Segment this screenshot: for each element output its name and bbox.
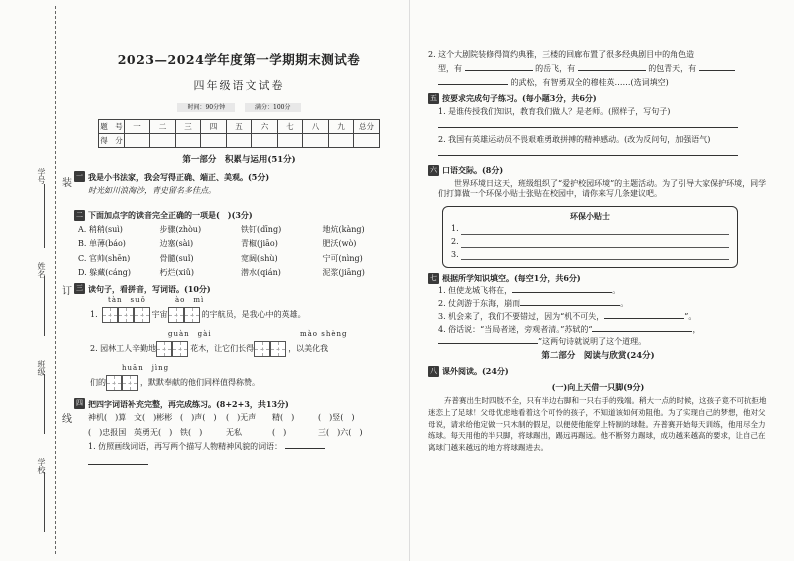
seal-char-ding: 订 — [62, 286, 72, 297]
answer-line[interactable] — [438, 155, 738, 156]
score-cell: 三 — [175, 120, 201, 134]
q3-line-2 — [74, 330, 404, 364]
answer-blank[interactable] — [438, 343, 538, 344]
tips-line-number: 3. — [451, 249, 459, 259]
q5-s1-answer — [428, 121, 768, 132]
score-table — [98, 119, 380, 148]
q7-s1: 1. 但使龙城飞将在， 。 — [438, 286, 621, 296]
tian-grid-box[interactable] — [122, 375, 138, 391]
question-text: 口语交际。(8分) — [442, 164, 504, 175]
option-item: 宁可(nìng) — [322, 253, 363, 263]
option-item: 肥沃(wò) — [322, 239, 357, 249]
part2-title: 第二部分 阅读与欣赏(24分) — [541, 351, 655, 362]
answer-blank[interactable] — [512, 292, 612, 293]
q7-text: 2. 仗剑游于东海，崩而 — [438, 298, 521, 308]
question-8 — [428, 366, 768, 377]
answer-blank[interactable] — [465, 70, 533, 71]
question-text: 读句子，看拼音，写词语。(10分) — [88, 283, 211, 294]
score-input-cell[interactable] — [354, 134, 380, 148]
tian-grid-box[interactable] — [254, 341, 270, 357]
pinyin-maosheng: mào shèng — [300, 330, 348, 339]
q7-text: 3. 机会来了，我们不要错过，因为“机不可失， — [438, 311, 605, 321]
option-item: 潜水(qián) — [241, 267, 281, 277]
q4-sub2-text: 的武松，有智勇双全的穆桂英……(选词填空) — [510, 77, 669, 87]
tian-grid-box[interactable] — [168, 307, 184, 323]
idiom-item[interactable]: 铁( ) — [180, 427, 203, 437]
question-2 — [74, 210, 404, 221]
score-row-label: 得 分 — [99, 134, 125, 148]
calligraphy-content: 时光如川浪淘沙，青史留名多佳点。 — [88, 186, 216, 196]
idiom-item[interactable]: ( )忠报国 — [88, 427, 127, 437]
score-input-cell[interactable] — [226, 134, 252, 148]
right-column — [428, 50, 768, 454]
answer-blank[interactable] — [604, 318, 684, 319]
q3-line-1-row — [90, 307, 306, 323]
score-cell: 六 — [252, 120, 278, 134]
score-table-header-row — [99, 120, 380, 134]
class-label: 班级 — [37, 360, 46, 376]
question-text: 把四字词语补充完整，再完成练习。(8+2+3，共13分) — [88, 398, 289, 409]
question-4 — [74, 398, 404, 409]
question-number-badge: 六 — [430, 165, 437, 174]
class-blank[interactable] — [44, 374, 45, 434]
option-item: B. 单薄(báo) — [78, 239, 126, 249]
idiom-item[interactable]: 无私 — [226, 427, 242, 437]
score-cell: 五 — [226, 120, 252, 134]
seal-char-zhuang: 装 — [62, 178, 72, 189]
option-item: 青椒(jiāo) — [241, 239, 278, 249]
q3-line-3-row — [90, 375, 260, 391]
question-number-badge: 一 — [76, 172, 83, 181]
eco-tips-title: 环保小贴士 — [570, 211, 610, 222]
q3-text: 花木，让它们长得 — [190, 344, 255, 354]
page-fold — [409, 0, 410, 561]
option-row-b — [74, 239, 404, 249]
question-text: 根据所学知识填空。(每空1分，共6分) — [442, 273, 581, 284]
question-text: 课外阅读。(24分) — [442, 365, 509, 376]
score-cell: 二 — [150, 120, 176, 134]
q4-sub2-text: 的包青天，有 — [648, 63, 697, 73]
idiom-item[interactable]: ( )无声 — [226, 413, 257, 423]
student-number-blank[interactable] — [44, 184, 45, 248]
question-text: 按要求完成句子练习。(每小题3分，共6分) — [442, 93, 597, 104]
story-title: (一)向上天借一只脚(9分) — [551, 381, 645, 392]
answer-line[interactable] — [461, 224, 729, 235]
answer-line[interactable] — [461, 237, 729, 248]
option-item: 步骤(zhòu) — [159, 224, 202, 234]
pinyin-huanjing: huān jìng — [122, 364, 170, 373]
answer-line[interactable] — [438, 127, 738, 128]
option-item: D. 躲藏(cáng) — [78, 267, 131, 277]
option-item: 宽阔(shù) — [241, 253, 278, 263]
score-table-score-row — [99, 134, 380, 148]
idiom-item[interactable]: 英勇无( ) — [134, 427, 173, 437]
option-item: 朽烂(xiǔ) — [159, 267, 194, 277]
part1-title: 第一部分 积累与运用(51分) — [182, 155, 296, 166]
q3-text: 2. 园林工人辛勤地 — [90, 344, 157, 354]
score-cell: 四 — [201, 120, 227, 134]
q3-text: 的宇航员，是我心中的英雄。 — [201, 310, 306, 320]
score-input-cell[interactable] — [124, 134, 150, 148]
q3-text: 们的 — [90, 378, 106, 388]
q7-text: ”这两句诗就说明了这个道理。 — [538, 337, 647, 347]
question-number-badge: 八 — [430, 366, 437, 375]
name-blank[interactable] — [44, 276, 45, 336]
tian-grid-box[interactable] — [118, 307, 134, 323]
story-text: 卉普赛出生时四肢不全，只有半边右脚和一只右手的残端。稍大一点的时候，这孩子竟不可抗拒地迷恋上了足球！父母优虑地看着这个可怜的孩子，不知道该如何劝阻他。为了实现自己的梦想，他对父母说，请求给他定做一只木制的假足，以便使他能穿上特制的球鞋。卉普赛开始每天训练，他用尽全力练球。每天用他的半只脚，将球踢出，踢远再踢远。他不断努力踢球，成功越来越高的要求，让自己在离球门越来越远的地方将球踢进去。 — [428, 396, 767, 452]
question-number-badge: 二 — [76, 210, 83, 219]
q7-s4: 4. 俗话说：“当局者迷，旁观者清。”苏轼的“ ， — [438, 324, 701, 334]
q7-s2: 2. 仗剑游于东海，崩而 。 — [438, 298, 629, 308]
option-row-c — [74, 254, 404, 264]
score-cell: 总分 — [354, 120, 380, 134]
score-input-cell[interactable] — [175, 134, 201, 148]
question-number-badge: 四 — [76, 399, 83, 408]
student-number-label: 学号 — [37, 168, 46, 184]
option-item: 铁钉(dīng) — [241, 224, 282, 234]
q6-paragraph: 世界环境日这天，班级组织了“爱护校园环境”的主题活动。为了引导大家保护环境，同学们打算做一个环保小贴士张贴在校园中，请你来写几条建议吧。 — [438, 178, 767, 199]
score-cell: 一 — [124, 120, 150, 134]
answer-blank[interactable] — [592, 331, 692, 332]
tian-grid-box[interactable] — [106, 375, 122, 391]
idiom-item[interactable]: 三( )六( ) — [318, 427, 363, 437]
tian-grid-box[interactable] — [184, 307, 200, 323]
score-input-cell[interactable] — [277, 134, 303, 148]
tian-grid-box[interactable] — [134, 307, 150, 323]
question-text: 我是小书法家，我会写得正确、端正、美观。(5分) — [88, 171, 270, 182]
school-blank[interactable] — [44, 472, 45, 532]
idiom-item[interactable]: 文( )彬彬 — [134, 413, 173, 423]
q7-s4b — [428, 337, 768, 348]
score-input-cell[interactable] — [252, 134, 278, 148]
q3-text: ，默默奉献的他们同样值得称赞。 — [140, 378, 260, 388]
option-item: 泥浆(jiāng) — [322, 267, 365, 277]
question-3 — [74, 283, 404, 294]
idiom-item[interactable]: ( )声( ) — [180, 413, 217, 423]
score-input-cell[interactable] — [303, 134, 329, 148]
q7-text: 4. 俗话说：“当局者迷，旁观者清。”苏轼的“ — [438, 324, 593, 334]
tips-line[interactable] — [451, 250, 729, 261]
answer-blank[interactable] — [88, 464, 148, 465]
pinyin-guangai: guàn gài — [168, 330, 212, 339]
idiom-item[interactable]: ( )竖( ) — [318, 413, 355, 423]
question-number-badge: 五 — [430, 94, 437, 103]
q4-sub1 — [74, 442, 404, 452]
answer-blank[interactable] — [578, 70, 646, 71]
question-number-badge: 七 — [430, 274, 437, 283]
q3-line-1 — [74, 296, 404, 330]
pinyin-tansuo: tàn suǒ — [108, 296, 146, 305]
score-input-cell[interactable] — [328, 134, 354, 148]
question-6 — [428, 165, 768, 176]
question-1 — [74, 171, 404, 182]
idiom-item[interactable]: ( ) — [272, 427, 287, 437]
idiom-item[interactable]: 神机( )算 — [88, 413, 127, 423]
score-input-cell[interactable] — [150, 134, 176, 148]
q3-text: 宇宙 — [151, 310, 168, 320]
option-row-d — [74, 268, 404, 278]
tips-line[interactable] — [451, 237, 729, 248]
q3-line-3 — [74, 364, 404, 396]
exam-subtitle: 四年级语文试卷 — [193, 79, 285, 93]
q5-s2-answer — [428, 149, 768, 160]
q5-s1: 1. 是谁传授我们知识，教育我们做人？是老师。(照样子，写句子) — [438, 107, 671, 117]
idiom-row-1 — [74, 413, 404, 423]
eco-tips-box — [442, 206, 738, 268]
question-7 — [428, 273, 768, 284]
tian-grid-box[interactable] — [270, 341, 286, 357]
calligraphy-space[interactable] — [74, 197, 404, 205]
option-item: 地炕(kàng) — [322, 224, 365, 234]
tian-grid-box[interactable] — [102, 307, 118, 323]
answer-blank[interactable] — [285, 448, 325, 449]
question-number-badge: 三 — [76, 284, 83, 293]
q7-text: 1. 但使龙城飞将在， — [438, 286, 513, 296]
answer-blank[interactable] — [438, 84, 508, 85]
school-label: 学校 — [37, 458, 46, 474]
question-text: 下面加点字的读音完全正确的一项是( )(3分) — [88, 210, 253, 221]
tips-line-number: 2. — [451, 236, 459, 246]
binding-strip — [0, 0, 72, 561]
option-item: 骨髓(suǐ) — [159, 253, 194, 263]
q4-sub2-line1: 2. 这个大剧院装修得简约典雅，三楼的回廊布置了很多经典剧目中的角色造 — [428, 50, 695, 59]
option-item: A. 稍稍(suì) — [78, 224, 123, 234]
q4-sub2-text: 型，有 — [438, 63, 462, 73]
score-cell: 七 — [277, 120, 303, 134]
time-label: 时间：90分钟 — [177, 103, 235, 112]
score-cell: 题 号 — [99, 120, 125, 134]
name-label: 姓名 — [37, 262, 46, 278]
q7-s3: 3. 机会来了，我们不要错过，因为“机不可失， ”。 — [438, 311, 697, 321]
answer-blank[interactable] — [520, 305, 620, 306]
answer-line[interactable] — [461, 250, 729, 261]
tips-line-number: 1. — [451, 223, 459, 233]
tian-grid-box[interactable] — [156, 341, 172, 357]
pinyin-aomi: ào mì — [175, 296, 205, 305]
time-score-bar — [74, 104, 404, 112]
answer-blank[interactable] — [699, 70, 735, 71]
line-number: 1. — [90, 310, 98, 320]
q3-text: ，以美化我 — [288, 344, 329, 354]
idiom-item[interactable]: 精( ) — [272, 413, 295, 423]
option-item: C. 官帅(shēn) — [78, 253, 131, 263]
seal-line — [55, 6, 56, 554]
question-5 — [428, 93, 768, 104]
seal-char-xian: 线 — [62, 414, 72, 425]
score-cell: 九 — [328, 120, 354, 134]
q4-sub1-line2 — [74, 458, 404, 468]
tian-grid-box[interactable] — [172, 341, 188, 357]
left-column — [74, 52, 404, 468]
option-item: 边塞(sài) — [159, 239, 194, 249]
tips-line[interactable] — [451, 224, 729, 235]
score-input-cell[interactable] — [201, 134, 227, 148]
q4-sub2-line2 — [428, 64, 768, 75]
score-cell: 八 — [303, 120, 329, 134]
q4-sub2-line3 — [428, 78, 768, 89]
q3-line-2-row — [90, 341, 328, 357]
q5-s2: 2. 我国有英雄运动员不畏艰难勇敢拼搏的精神感动。(改为反问句，加强语气) — [438, 134, 711, 144]
idiom-row-2 — [74, 428, 404, 438]
q4-sub2-text: 的岳飞，有 — [535, 63, 576, 73]
option-row-a — [74, 225, 404, 235]
exam-title: 2023—2024学年度第一学期期末测试卷 — [117, 52, 361, 67]
q4-sub1-text: 1. 仿照画线词语，再写两个描写人物精神风貌的词语： — [88, 442, 283, 452]
full-score-label: 满分：100分 — [245, 103, 300, 112]
